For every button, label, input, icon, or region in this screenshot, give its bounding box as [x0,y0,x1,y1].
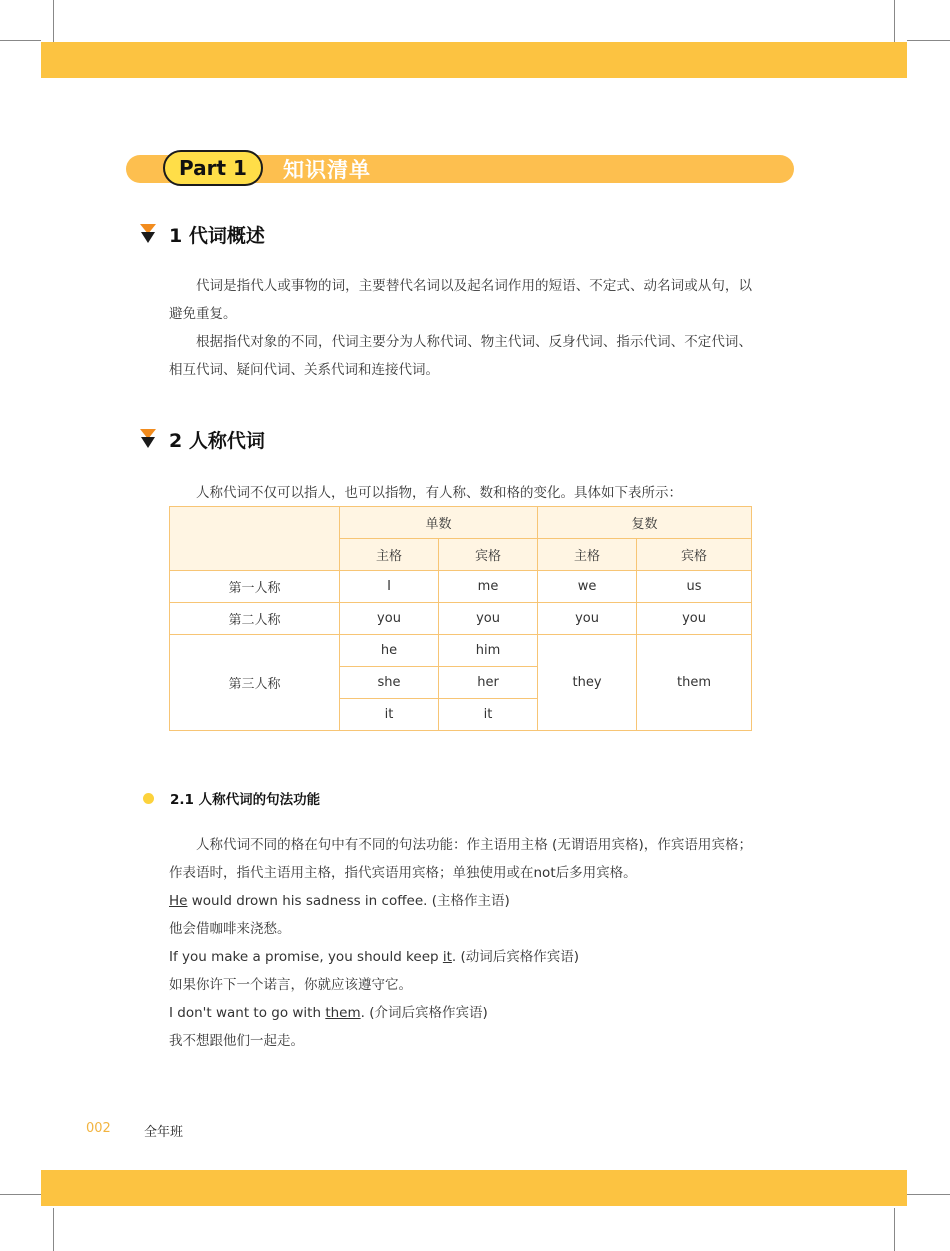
subsection-body [169,831,752,1055]
crop-mark [894,0,895,42]
table-header-objective: 宾格 [439,539,538,571]
section1-body [169,272,752,384]
page-number: 002 [86,1121,111,1136]
table-row [170,571,752,603]
section-heading-1 [140,221,265,247]
example-sentence [169,887,752,915]
top-color-band [41,42,907,78]
subsection-title: 2.1 人称代词的句法功能 [170,792,321,808]
table-corner-cell [170,507,340,571]
triangle-bullet-icon [140,224,156,244]
paragraph: 根据指代对象的不同，代词主要分为人称代词、物主代词、反身代词、指示代词、不定代词、相互代词、疑问代词、关系代词和连接代词。 [169,334,752,378]
underlined-word: it [442,949,452,965]
subsection-heading [143,788,320,808]
section2-intro [169,479,752,507]
dot-bullet-icon [143,793,154,804]
table-header-nominative: 主格 [340,539,439,571]
table-row [170,603,752,635]
crop-mark [0,1194,41,1195]
bottom-color-band [41,1170,907,1206]
paragraph: 人称代词不同的格在句中有不同的句法功能：作主语用主格 (无谓语用宾格)，作宾语用宾格；作表语时，指代主语用主格，指代宾语用宾格；单独使用或在not后多用宾格。 [169,837,752,881]
crop-mark [894,1208,895,1251]
table-header-objective: 宾格 [637,539,752,571]
table-cell: her [439,667,538,699]
triangle-bullet-icon [140,429,156,449]
table-row [170,507,752,539]
crop-mark [0,40,41,41]
table-cell: we [538,571,637,603]
table-cell: you [637,603,752,635]
section-title: 1 代词概述 [169,224,265,247]
example-text: would drown his sadness in coffee. (主格作主语) [187,893,510,909]
underlined-word: He [169,893,188,909]
example-translation: 如果你许下一个诺言，你就应该遵守它。 [169,977,412,993]
example-text: . (动词后宾格作宾语) [451,949,580,965]
part-label-pill [163,150,263,186]
section-heading-2 [140,426,265,452]
footer-text: 全年班 [144,1125,184,1140]
table-cell: they [538,635,637,731]
example-text: I don't want to go with [169,1005,326,1021]
example-translation: 我不想跟他们一起走。 [169,1033,304,1049]
example-translation: 他会借咖啡来浇愁。 [169,921,291,937]
table-cell: you [340,603,439,635]
table-cell: it [439,699,538,731]
example-text: If you make a promise, you should keep [169,949,443,965]
table-row [170,635,752,667]
example-sentence [169,999,752,1027]
crop-mark [907,40,950,41]
table-cell: us [637,571,752,603]
table-cell: him [439,635,538,667]
table-cell: I [340,571,439,603]
crop-mark [53,1208,54,1251]
table-cell: he [340,635,439,667]
table-cell: it [340,699,439,731]
example-text: . (介词后宾格作宾语) [360,1005,488,1021]
paragraph: 代词是指代人或事物的词，主要替代名词以及起名词作用的短语、不定式、动名词或从句，以避免重复。 [169,278,752,322]
section-title: 2 人称代词 [169,429,265,452]
table-cell: them [637,635,752,731]
table-cell: you [538,603,637,635]
table-cell: 第一人称 [170,571,340,603]
table-cell: you [439,603,538,635]
table-cell: 第二人称 [170,603,340,635]
part-title: 知识清单 [283,158,371,182]
crop-mark [53,0,54,42]
table-header-nominative: 主格 [538,539,637,571]
part-label: Part 1 [179,156,247,180]
table-cell: me [439,571,538,603]
table-cell: she [340,667,439,699]
crop-mark [907,1194,950,1195]
table-cell: 第三人称 [170,635,340,731]
table-header-plural: 复数 [538,507,752,539]
paragraph: 人称代词不仅可以指人，也可以指物，有人称、数和格的变化。具体如下表所示： [196,485,682,501]
underlined-word: them [325,1005,361,1021]
personal-pronoun-table [169,506,752,731]
table-header-singular: 单数 [340,507,538,539]
example-sentence [169,943,752,971]
